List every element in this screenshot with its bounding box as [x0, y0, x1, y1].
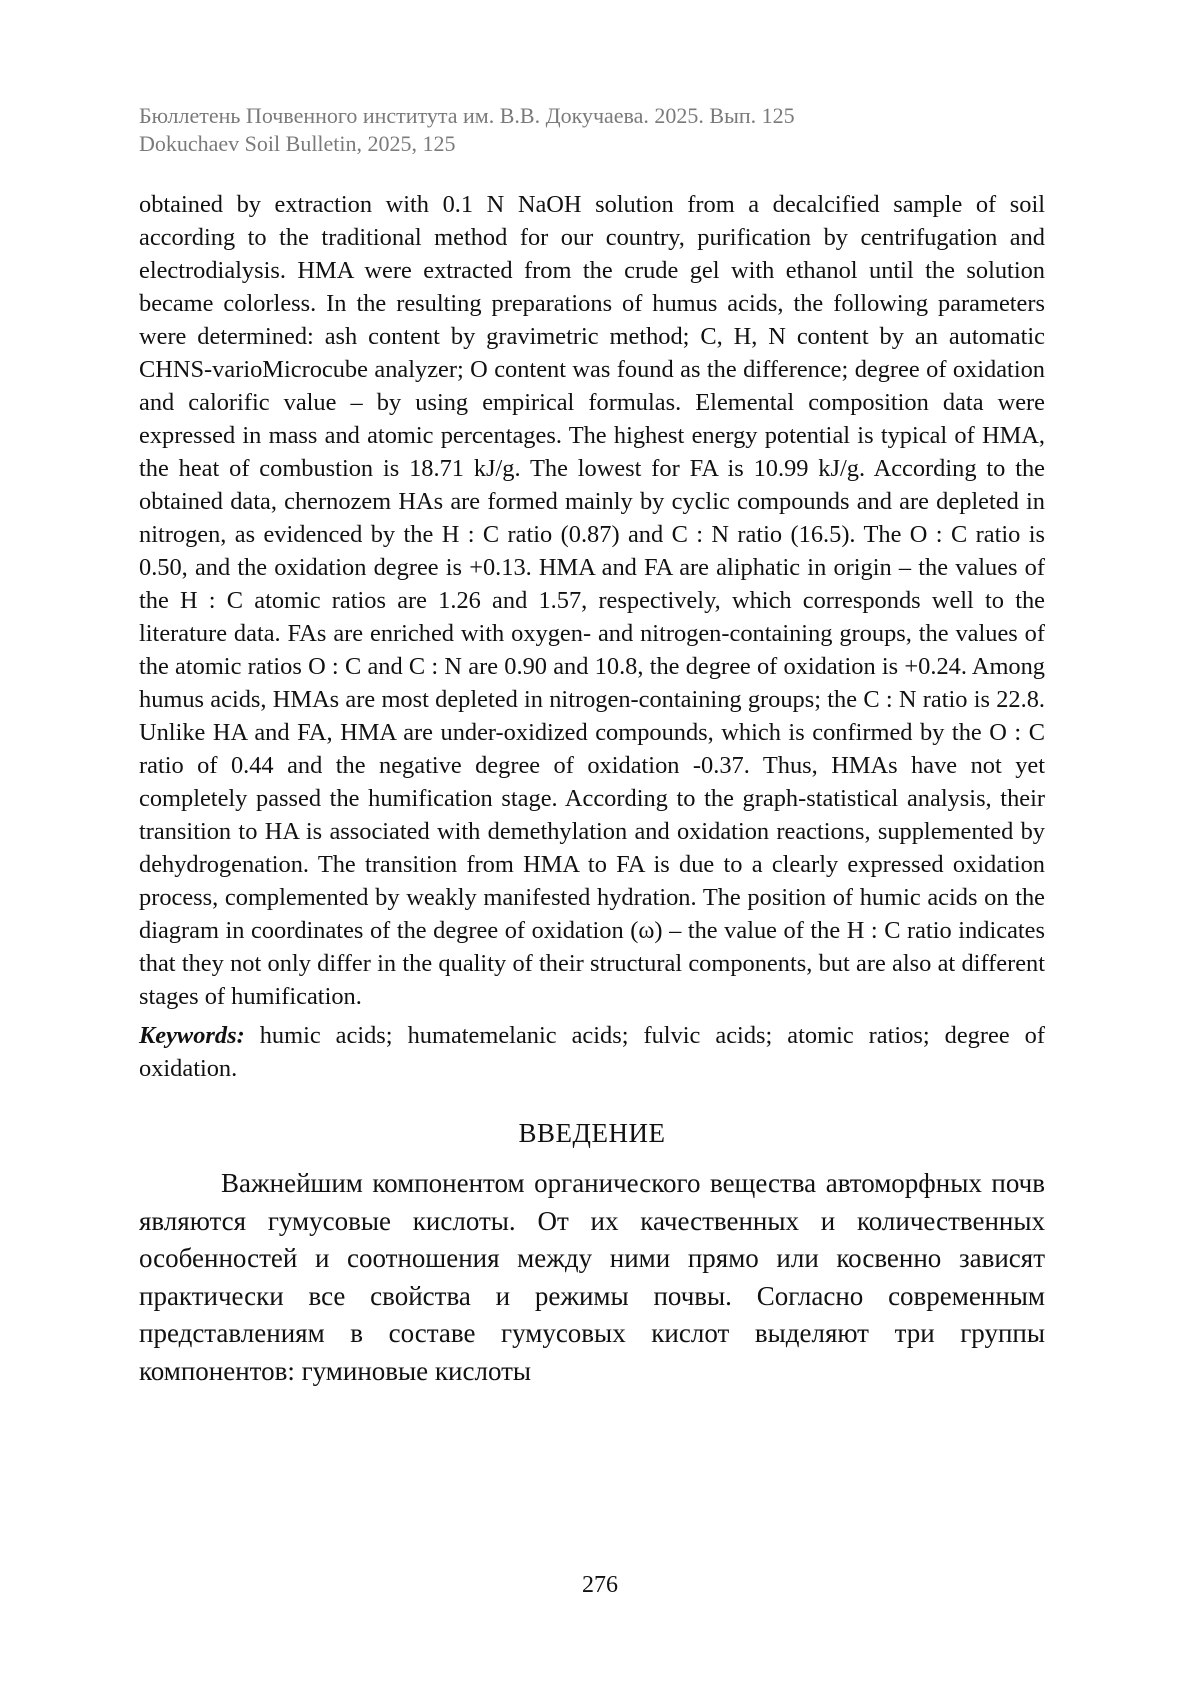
journal-title-en: Dokuchaev Soil Bulletin, 2025, 125	[139, 131, 456, 156]
keywords-list: humic acids; humatemelanic acids; fulvic acids; atomic ratios; degree of oxidation.	[139, 1022, 1045, 1082]
section-title-introduction: ВВЕДЕНИЕ	[518, 1118, 666, 1148]
keywords-label: Keywords:	[139, 1022, 245, 1049]
running-header	[139, 102, 1039, 158]
page-content	[139, 188, 1045, 1390]
abstract-paragraph: obtained by extraction with 0.1 N NaOH solution from a decalcified sample of soil according to the traditional method for our country, purification by centrifugation and electrodialysis. HMA were extracted from the crude gel with ethanol until the solution became colorless. In the resulting preparations of humus acids, the following parameters were determined: ash content by gravimetric method; C, H, N content by an automatic CHNS-varioMicrocube analyzer; O content was found as the difference; degree of oxidation and calorific value – by using empirical formulas. Elemental composition data were expressed in mass and atomic percentages. The highest energy potential is typical of HMA, the heat of combustion is 18.71 kJ/g. The lowest for FA is 10.99 kJ/g. According to the obtained data, chernozem HAs are formed mainly by cyclic compounds and are depleted in nitrogen, as evidenced by the H : C ratio (0.87) and C : N ratio (16.5). The O : C ratio is 0.50, and the oxidation degree is +0.13. HMA and FA are aliphatic in origin – the values of the H : C atomic ratios are 1.26 and 1.57, respectively, which corresponds well to the literature data. FAs are enriched with oxygen- and nitrogen-containing groups, the values of the atomic ratios O : C and C : N are 0.90 and 10.8, the degree of oxidation is +0.24. Among humus acids, HMAs are most depleted in nitrogen-containing groups; the C : N ratio is 22.8. Unlike HA and FA, HMA are under-oxidized compounds, which is confirmed by the O : C ratio of 0.44 and the negative degree of oxidation -0.37. Thus, HMAs have not yet completely passed the humification stage. According to the graph-statistical analysis, their transition to HA is associated with demethylation and oxidation reactions, supplemented by dehydrogenation. The transition from HMA to FA is due to a clearly expressed oxidation process, complemented by weakly manifested hydration. The position of humic acids on the diagram in coordinates of the degree of oxidation (ω) – the value of the H : C ratio indicates that they not only differ in the quality of their structural components, but are also at different stages of humification.	[139, 191, 1045, 1010]
introduction-paragraph: Важнейшим компонентом органического вещества автоморфных почв являются гумусовые кислоты. От их качественных и количественных особенностей и соотношения между ними прямо или косвенно зависят практически все свойства и режимы почвы. Согласно современным представлениям в составе гумусовых кислот выделяют три группы компонентов: гуминовые кислоты	[139, 1168, 1045, 1386]
journal-title-ru: Бюллетень Почвенного института им. В.В. Докучаева. 2025. Вып. 125	[139, 103, 795, 128]
page-number: 276	[582, 1572, 618, 1598]
keywords-paragraph	[139, 1019, 1045, 1085]
